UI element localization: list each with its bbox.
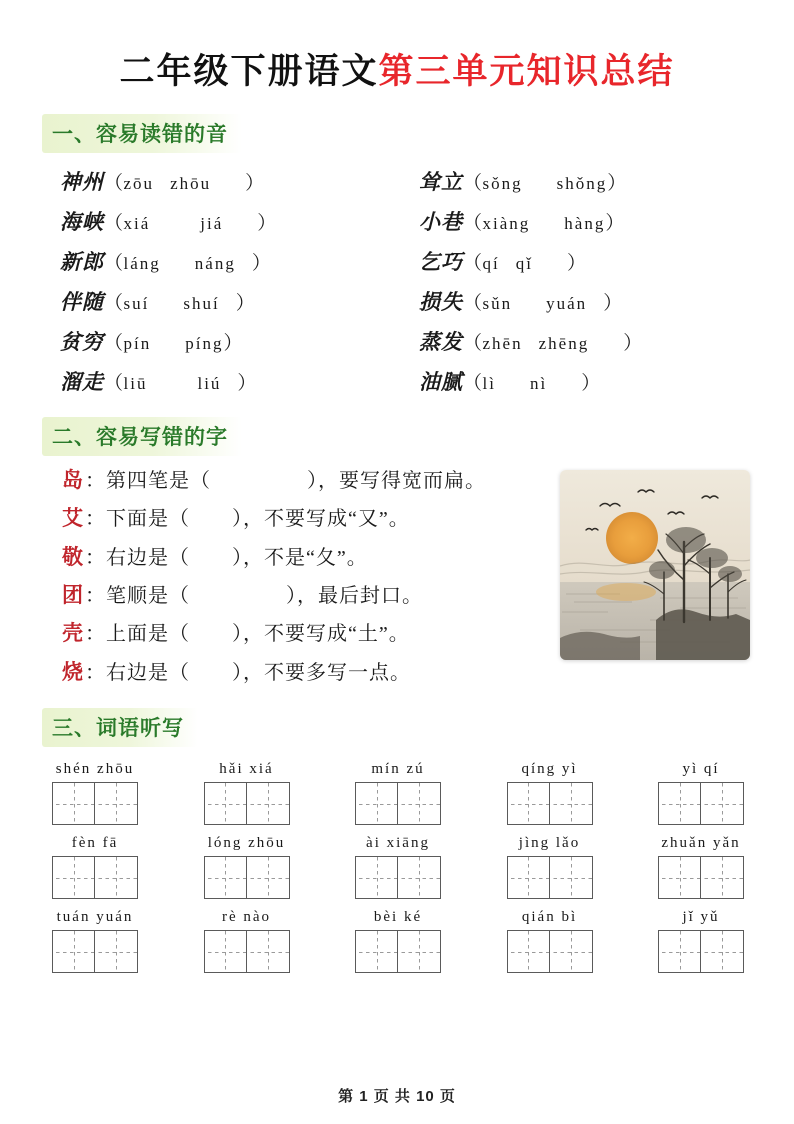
tianzige-cell[interactable] — [507, 782, 550, 825]
char-note-prefix: 右边是（ — [106, 546, 190, 569]
char-note-suffix: ），不要写成“土”。 — [232, 623, 410, 646]
pinyin-option-1[interactable]: suí — [123, 294, 150, 313]
tianzige-cell[interactable] — [658, 930, 701, 973]
pinyin-word: 蒸发 — [419, 330, 463, 354]
dictation-pinyin: bèi ké — [373, 909, 423, 926]
pinyin-option-2[interactable]: shuí — [183, 294, 220, 313]
char-note-prefix: 右边是（ — [106, 661, 190, 684]
tianzige-boxes[interactable] — [52, 856, 138, 899]
tianzige-cell[interactable] — [204, 856, 247, 899]
paren-close: ） — [257, 213, 277, 234]
pinyin-word: 乞巧 — [419, 250, 463, 274]
char-key: 团 — [62, 584, 84, 608]
tianzige-boxes[interactable] — [52, 782, 138, 825]
pinyin-option-2[interactable]: shǒng — [556, 174, 608, 193]
page-title-black: 二年级下册语文 — [119, 52, 379, 91]
pinyin-option-1[interactable]: zhēn — [482, 334, 523, 353]
pinyin-option-2[interactable]: jiá — [200, 214, 224, 233]
table-row — [34, 361, 760, 401]
paren-open: （ — [104, 333, 124, 354]
pinyin-item-9 — [397, 321, 760, 361]
tianzige-cell[interactable] — [95, 782, 138, 825]
dictation-pinyin: lóng zhōu — [207, 835, 286, 852]
tianzige-cell[interactable] — [52, 782, 95, 825]
dictation-item — [355, 761, 441, 825]
pinyin-word: 海峡 — [60, 210, 104, 234]
tianzige-boxes[interactable] — [507, 930, 593, 973]
tianzige-cell[interactable] — [550, 930, 593, 973]
paren-open: （ — [463, 373, 483, 394]
pinyin-option-1[interactable]: liū — [123, 374, 148, 393]
tianzige-cell[interactable] — [398, 856, 441, 899]
pinyin-option-1[interactable]: pín — [123, 334, 152, 353]
paren-close: ） — [566, 253, 587, 274]
pinyin-word: 伴随 — [60, 290, 104, 314]
dictation-item — [507, 835, 593, 899]
pinyin-option-2[interactable]: náng — [194, 254, 236, 273]
pinyin-item-5 — [397, 241, 760, 281]
tianzige-cell[interactable] — [701, 782, 744, 825]
paren-close: ） — [607, 173, 627, 194]
dictation-row-0 — [34, 761, 760, 825]
pinyin-option-1[interactable]: láng — [123, 254, 161, 273]
dictation-pinyin: fèn fā — [71, 835, 119, 852]
dictation-item — [355, 835, 441, 899]
tianzige-boxes[interactable] — [507, 782, 593, 825]
tianzige-cell[interactable] — [701, 856, 744, 899]
char-colon: ： — [85, 661, 106, 684]
tianzige-boxes[interactable] — [204, 782, 290, 825]
dictation-pinyin: yì qí — [682, 761, 720, 778]
pinyin-option-2[interactable]: zhēng — [538, 334, 590, 353]
tianzige-boxes[interactable] — [204, 930, 290, 973]
tianzige-boxes[interactable] — [52, 930, 138, 973]
tianzige-cell[interactable] — [550, 856, 593, 899]
paren-open: （ — [463, 253, 483, 274]
tianzige-cell[interactable] — [658, 782, 701, 825]
char-key: 艾 — [62, 507, 84, 531]
table-row — [34, 201, 760, 241]
tianzige-cell[interactable] — [507, 856, 550, 899]
tianzige-cell[interactable] — [95, 930, 138, 973]
paren-open: （ — [463, 213, 483, 234]
char-note-prefix: 下面是（ — [106, 508, 190, 531]
pinyin-item-2 — [34, 201, 397, 241]
tianzige-boxes[interactable] — [204, 856, 290, 899]
pinyin-item-4 — [34, 241, 397, 281]
pinyin-option-2[interactable]: nì — [529, 374, 548, 393]
pinyin-word: 小巷 — [419, 210, 463, 234]
paren-close: ） — [623, 333, 643, 354]
pinyin-item-7 — [397, 281, 760, 321]
ink-landscape-svg — [560, 470, 750, 660]
paren-open: （ — [463, 173, 483, 194]
pinyin-word: 油腻 — [419, 370, 463, 394]
illustration-image — [560, 470, 750, 660]
dictation-row-2 — [34, 909, 760, 973]
pinyin-option-2[interactable]: qǐ — [515, 254, 533, 273]
dictation-item — [507, 909, 593, 973]
paren-open: （ — [104, 373, 124, 394]
paren-open: （ — [104, 173, 124, 194]
pinyin-option-2[interactable]: yuán — [546, 294, 588, 313]
pinyin-item-0 — [34, 161, 397, 201]
paren-close: ） — [581, 373, 601, 394]
pinyin-choice-table — [34, 161, 760, 401]
tianzige-cell[interactable] — [204, 930, 247, 973]
dictation-grid — [34, 761, 760, 973]
char-note-suffix: ），要写得宽而扁。 — [307, 470, 486, 492]
tianzige-cell[interactable] — [247, 930, 290, 973]
char-key: 岛 — [62, 469, 84, 492]
pinyin-item-11 — [397, 361, 760, 401]
pinyin-word: 神州 — [60, 170, 104, 194]
char-note-prefix: 笔顺是（ — [106, 585, 190, 608]
pinyin-option-2[interactable]: hàng — [564, 214, 606, 233]
dictation-pinyin: ài xiāng — [366, 835, 430, 852]
table-row — [34, 281, 760, 321]
paren-close: ） — [245, 173, 265, 194]
paren-close: ） — [235, 293, 256, 314]
char-note-prefix: 上面是（ — [106, 623, 190, 646]
dictation-pinyin: jǐ yǔ — [682, 909, 720, 926]
pinyin-word: 耸立 — [419, 170, 463, 194]
tianzige-boxes[interactable] — [507, 856, 593, 899]
tianzige-cell[interactable] — [204, 782, 247, 825]
section-heading-1: 一、容易读错的音 — [42, 114, 242, 153]
dictation-item — [507, 761, 593, 825]
pinyin-word: 贫穷 — [60, 330, 104, 354]
dictation-item — [204, 909, 290, 973]
dictation-pinyin: hǎi xiá — [219, 761, 274, 778]
dictation-pinyin: qíng yì — [521, 761, 578, 778]
dictation-item — [204, 761, 290, 825]
char-colon: ： — [85, 585, 106, 608]
page-title-red: 第三单元知识总结 — [378, 52, 675, 91]
char-colon: ： — [85, 623, 106, 646]
char-key: 敬 — [62, 545, 84, 569]
section-heading-3: 三、词语听写 — [42, 708, 198, 747]
table-row — [34, 241, 760, 281]
dictation-item — [52, 835, 138, 899]
dictation-item — [355, 909, 441, 973]
paren-open: （ — [463, 333, 483, 354]
pinyin-option-2[interactable]: zhōu — [170, 174, 212, 193]
table-row — [34, 321, 760, 361]
pinyin-word: 损失 — [419, 290, 463, 314]
tianzige-boxes[interactable] — [355, 782, 441, 825]
tianzige-cell[interactable] — [52, 930, 95, 973]
dictation-item — [658, 761, 744, 825]
tianzige-cell[interactable] — [507, 930, 550, 973]
tianzige-cell[interactable] — [550, 782, 593, 825]
char-note-suffix: ），不要写成“又”。 — [232, 508, 410, 531]
tianzige-boxes[interactable] — [658, 930, 744, 973]
tianzige-cell[interactable] — [355, 782, 398, 825]
char-note-suffix: ），最后封口。 — [286, 585, 423, 608]
dictation-item — [658, 909, 744, 973]
pinyin-item-1 — [397, 161, 760, 201]
tianzige-boxes[interactable] — [355, 930, 441, 973]
char-colon: ： — [85, 508, 106, 531]
dictation-item — [658, 835, 744, 899]
page-title — [34, 44, 760, 94]
tianzige-boxes[interactable] — [658, 782, 744, 825]
paren-open: （ — [463, 293, 483, 314]
pinyin-word: 新郎 — [60, 250, 104, 274]
pinyin-option-1[interactable]: zōu — [123, 174, 155, 193]
char-note-suffix: ），不是“夂”。 — [232, 546, 368, 569]
tianzige-cell[interactable] — [52, 856, 95, 899]
tianzige-cell[interactable] — [398, 930, 441, 973]
tianzige-cell[interactable] — [355, 930, 398, 973]
char-key: 壳 — [62, 622, 84, 646]
dictation-item — [52, 761, 138, 825]
pinyin-option-2[interactable]: píng — [185, 334, 224, 353]
dictation-pinyin: jìng lǎo — [518, 835, 581, 852]
char-key: 烧 — [62, 660, 84, 684]
dictation-row-1 — [34, 835, 760, 899]
pinyin-option-1[interactable]: xiá — [123, 214, 151, 233]
pinyin-option-1[interactable]: sǔn — [482, 294, 513, 313]
tianzige-cell[interactable] — [398, 782, 441, 825]
tianzige-cell[interactable] — [247, 782, 290, 825]
dictation-pinyin: shén zhōu — [55, 761, 135, 778]
tianzige-boxes[interactable] — [658, 856, 744, 899]
page-footer: 第 1 页 共 10 页 — [338, 1088, 456, 1105]
tianzige-cell[interactable] — [247, 856, 290, 899]
dictation-pinyin: mín zú — [371, 761, 425, 778]
paren-close: ） — [605, 213, 625, 234]
tianzige-boxes[interactable] — [355, 856, 441, 899]
paren-close: ） — [251, 253, 272, 274]
pinyin-option-1[interactable]: lì — [482, 374, 496, 393]
dictation-pinyin: tuán yuán — [56, 909, 134, 926]
tianzige-cell[interactable] — [701, 930, 744, 973]
char-colon: ： — [85, 470, 106, 492]
dictation-pinyin: rè nào — [221, 909, 272, 926]
pinyin-item-10 — [34, 361, 397, 401]
pinyin-item-8 — [34, 321, 397, 361]
pinyin-option-1[interactable]: sǒng — [482, 174, 523, 193]
pinyin-option-1[interactable]: qí — [482, 254, 500, 273]
pinyin-item-3 — [397, 201, 760, 241]
dictation-item — [204, 835, 290, 899]
tianzige-cell[interactable] — [355, 856, 398, 899]
tianzige-cell[interactable] — [658, 856, 701, 899]
paren-close: ） — [603, 293, 623, 314]
section-heading-2: 二、容易写错的字 — [42, 417, 242, 456]
char-note-prefix: 第四笔是（ — [106, 470, 211, 492]
pinyin-option-1[interactable]: xiàng — [482, 214, 531, 233]
character-notes-block — [34, 462, 760, 692]
char-note-suffix: ），不要多写一点。 — [232, 661, 411, 684]
pinyin-option-2[interactable]: liú — [197, 374, 222, 393]
dictation-item — [52, 909, 138, 973]
pinyin-word: 溜走 — [60, 370, 104, 394]
paren-open: （ — [104, 293, 124, 314]
paren-close: ） — [237, 373, 257, 394]
char-colon: ： — [85, 546, 106, 569]
paren-open: （ — [104, 213, 124, 234]
tianzige-cell[interactable] — [95, 856, 138, 899]
paren-open: （ — [104, 253, 124, 274]
pinyin-item-6 — [34, 281, 397, 321]
paren-close: ） — [223, 333, 243, 354]
dictation-pinyin: zhuǎn yǎn — [661, 835, 741, 852]
dictation-pinyin: qián bì — [521, 909, 578, 926]
table-row — [34, 161, 760, 201]
